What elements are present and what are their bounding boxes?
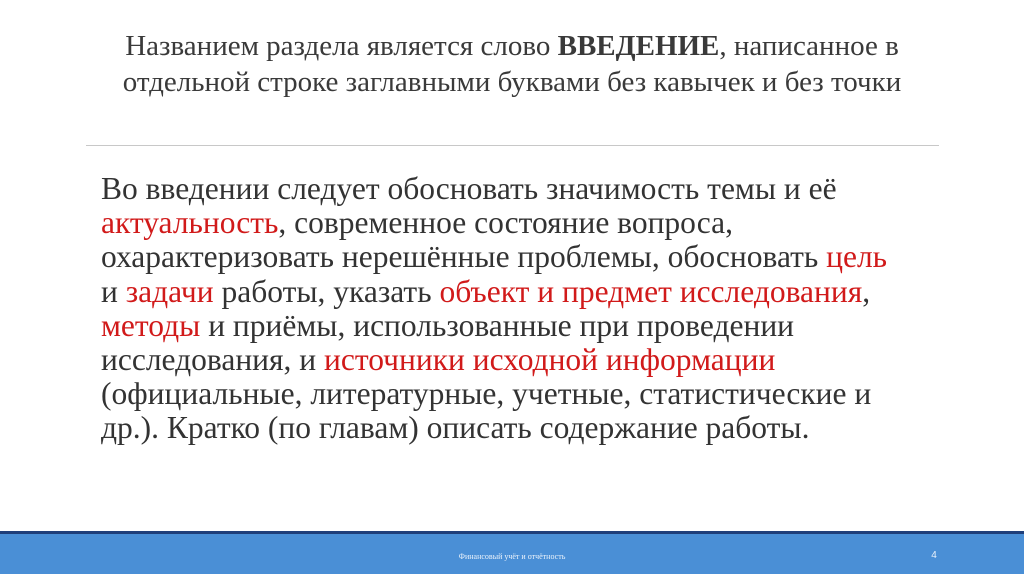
highlight-goal: цель	[826, 239, 888, 275]
title-keyword: ВВЕДЕНИЕ	[557, 30, 720, 62]
body-text-4: работы, указать	[213, 273, 440, 309]
title-text-start: Названием раздела является слово	[125, 30, 558, 62]
body-text-2: , современное состояние вопроса, охарактеризовать нерешённые проблемы, обосновать	[101, 205, 827, 275]
slide-title	[80, 28, 944, 100]
title-text-end: , написанное в отдельной строке заглавными буквами без кавычек и без точки	[122, 30, 902, 98]
highlight-object-subject: объект и предмет исследования	[439, 273, 863, 309]
body-text-5: ,	[862, 273, 871, 309]
highlight-tasks: задачи	[125, 273, 214, 309]
highlight-sources: источники исходной информации	[324, 342, 776, 378]
body-text-1: Во введении следует обосновать значимость темы и её	[101, 171, 837, 206]
body-text-6: и приёмы, использованные при проведении исследования, и	[101, 307, 795, 378]
page-number: 4	[931, 550, 937, 561]
body-text-3: и	[101, 273, 126, 309]
slide-body	[101, 172, 901, 446]
title-divider	[86, 145, 939, 146]
footer-caption: Финансовый учёт и отчётность	[458, 552, 566, 561]
highlight-relevance: актуальность	[101, 205, 279, 241]
highlight-methods: методы	[101, 307, 201, 343]
body-text-7: (официальные, литературные, учетные, статистические и др.). Кратко (по главам) описать содержание работы.	[101, 376, 872, 446]
